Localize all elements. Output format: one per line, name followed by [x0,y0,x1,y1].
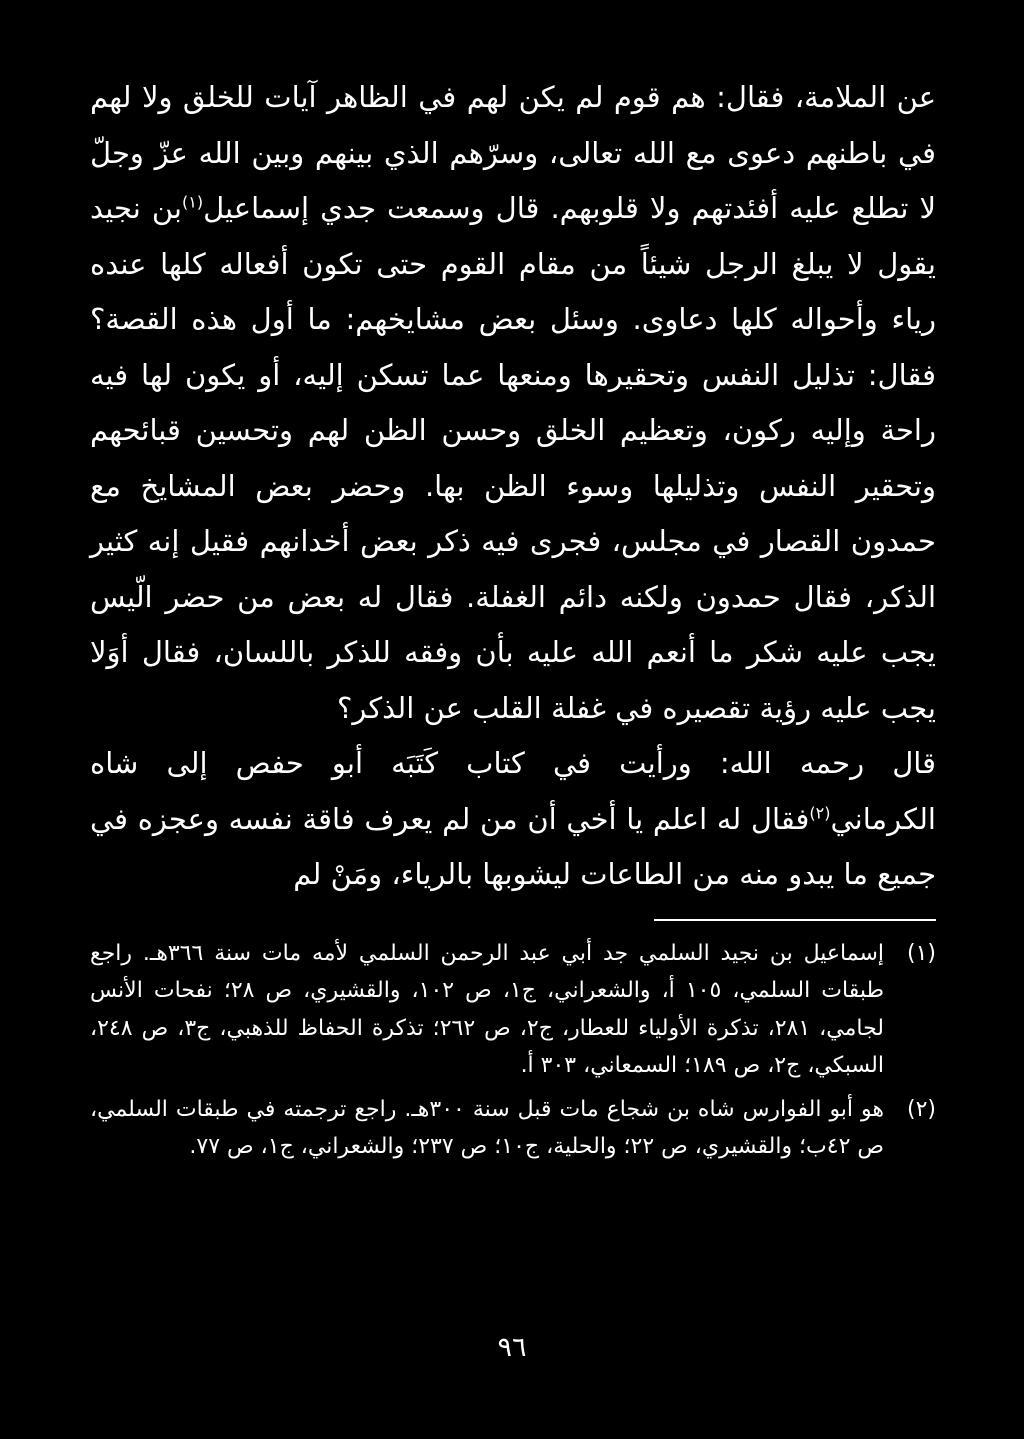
paragraph-2-start: قال رحمه الله: ورأيت في كتاب كَتَبَه أبو حفص إلى شاه الكرماني [90,746,936,836]
paragraph-2-end: فقال له اعلم يا أخي أن من لم يعرف فاقة نفسه وعجزه في جميع ما يبدو منه من الطاعات ليشوبها بالرياء، ومَنْ لم [90,801,936,891]
footnotes [90,935,936,1166]
footnote-text: هو أبو الفوارس شاه بن شجاع مات قبل سنة ٣٠٠هـ. راجع ترجمته في طبقات السلمي، ص ٤٢ب؛ والقشيري، ص ٢٢؛ والحلية، ج١٠؛ ص ٢٣٧؛ والشعراني، ج١، ص ٧٧. [90,1096,884,1159]
footnote-marker-1: (١) [181,192,204,212]
footnote-divider [654,919,936,921]
paragraph-1-text: عن الملامة، فقال: هم قوم لم يكن لهم في الظاهر آيات للخلق ولا لهم في باطنهم دعوى مع الله تعالى، وسرّهم الذي بينهم وبين الله عزّ وجلّ لا تطلع عليه أفئدتهم ولا قلوبهم. قال وسمعت جدي إسماعيل [90,80,936,225]
page-number: ٩٦ [497,1332,527,1363]
paragraph-1-continued: بن نجيد يقول لا يبلغ الرجل شيئاً من مقام القوم حتى تكون أفعاله كلها عنده رياء وأحواله كلها دعاوى. وسئل بعض مشايخهم: ما أول هذه القصة؟ فقال: تذليل النفس وتحقيرها ومنعها عما تسكن إليه، أو يكون لها فيه راحة وإليه ركون، وتعظيم الخلق وحسن الظن لهم وتحسين قبائحهم وتحقير النفس وتذليلها وسوء الظن بها. وحضر بعض المشايخ مع حمدون القصار في مجلس، فجرى فيه ذكر بعض أخدانهم فقيل إنه كثير الذكر، فقال حمدون ولكنه دائم الغفلة. فقال له بعض من حضر الّيس يجب عليه شكر ما أنعم الله عليه بأن وفقه للذكر باللسان، فقال أوَلا يجب عليه رؤية تقصيره في غفلة القلب عن الذكر؟ [90,191,936,725]
main-text [90,70,936,903]
paragraph-1 [90,70,936,736]
footnote-marker-2: (٢) [809,802,831,822]
footnote-1 [90,935,936,1085]
footnote-number: (١) [906,940,936,966]
footnote-divider-wrap [90,903,936,935]
paragraph-2 [90,736,936,903]
footnote-number: (٢) [906,1096,936,1122]
footnote-2 [90,1091,936,1166]
footnote-text: إسماعيل بن نجيد السلمي جد أبي عبد الرحمن السلمي لأمه مات سنة ٣٦٦هـ. راجع طبقات السلمي، ١٠٥ أ، والشعراني، ج١، ص ١٠٢، والقشيري، ص ٢٨؛ نفحات الأنس لجامي، ٢٨١، تذكرة الأولياء للعطار، ج٢، ص ٢٦٢؛ تذكرة الحفاظ للذهبي، ج٣، ص ٢٤٨، السبكي، ج٢، ص ١٨٩؛ السمعاني، ٣٠٣ أ. [90,940,885,1078]
